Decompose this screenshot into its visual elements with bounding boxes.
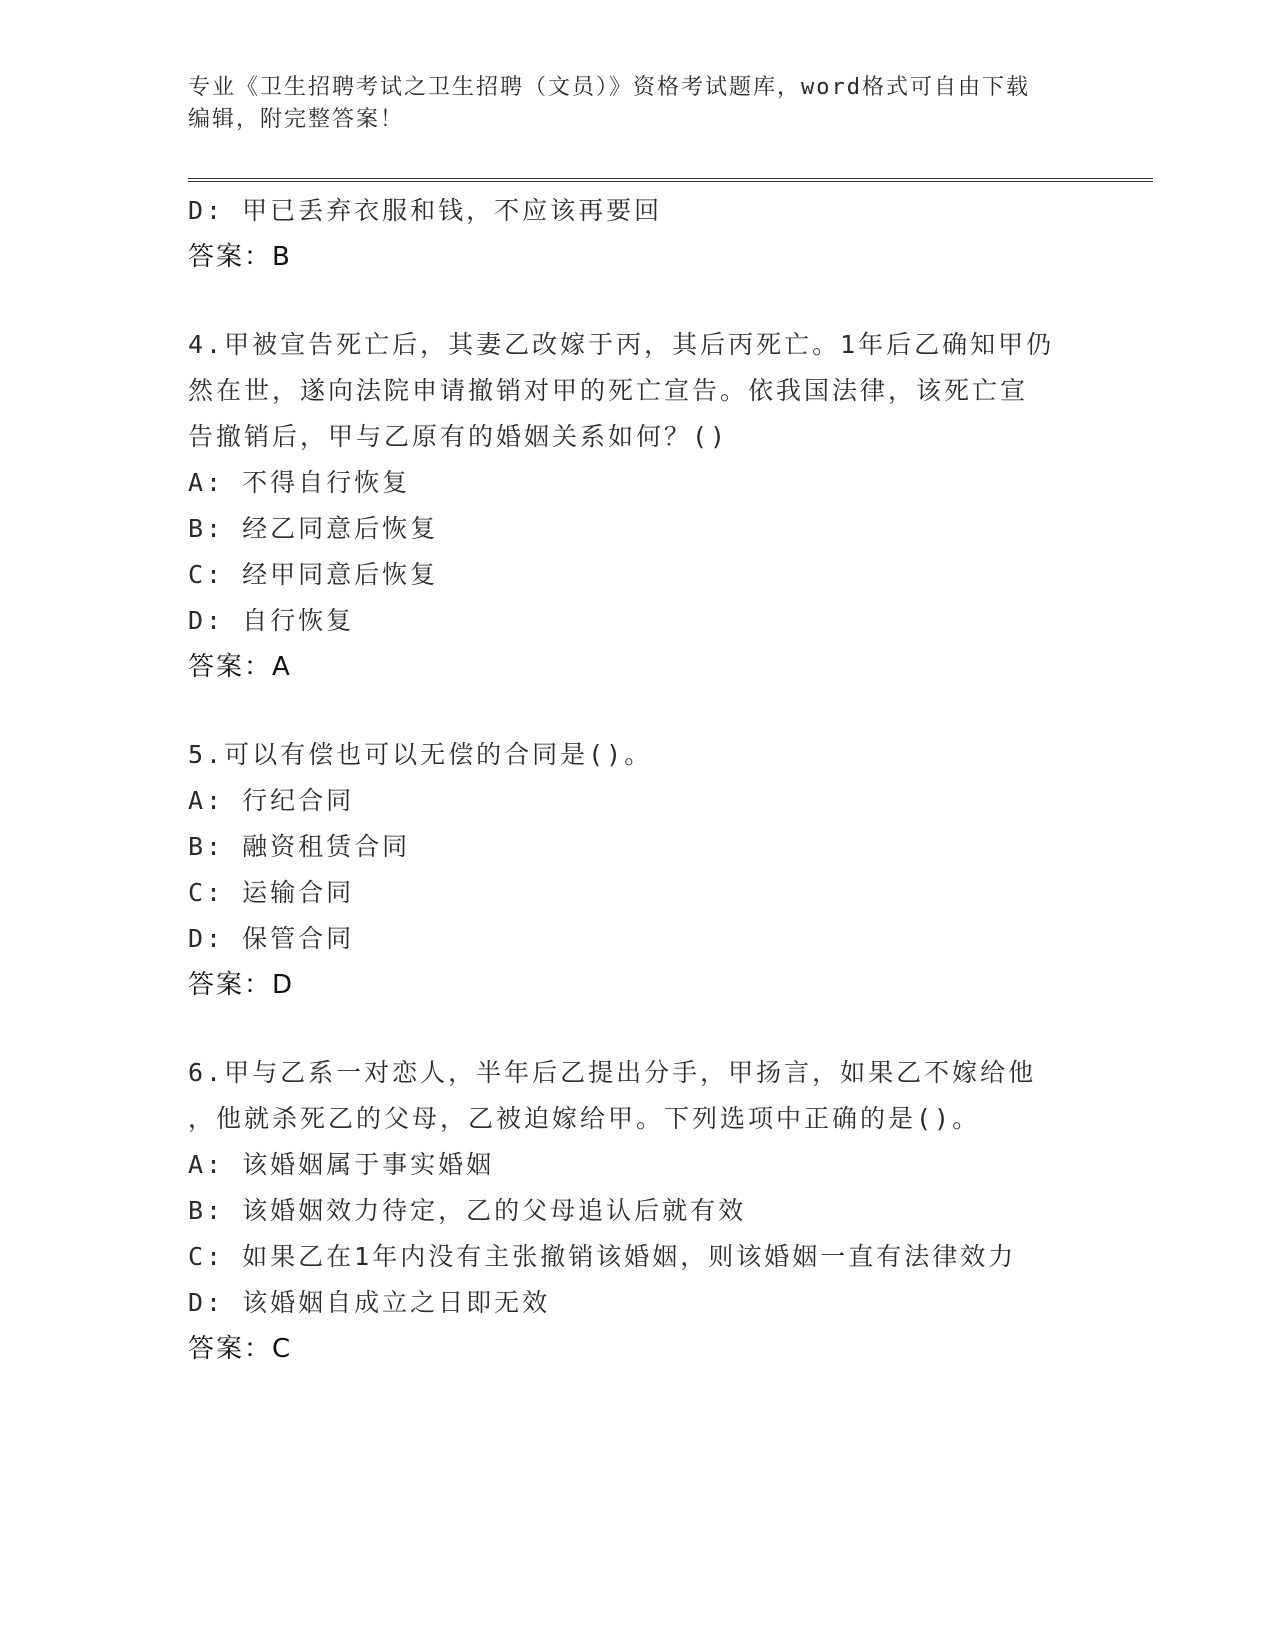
option-a: A: 该婚姻属于事实婚姻 (188, 1150, 495, 1179)
previous-question-tail (188, 188, 1088, 280)
answer-line: 答案：A (188, 652, 292, 682)
option-b: B: 经乙同意后恢复 (188, 514, 439, 543)
question-text-line: 告撤销后，甲与乙原有的婚姻关系如何？() (188, 422, 729, 451)
question-4 (188, 322, 1088, 690)
question-6 (188, 1050, 1088, 1372)
question-text-line: 6.甲与乙系一对恋人，半年后乙提出分手，甲扬言，如果乙不嫁给他 (188, 1058, 1037, 1087)
option-b: B: 融资租赁合同 (188, 832, 411, 861)
option-c: C: 经甲同意后恢复 (188, 560, 439, 589)
option-c: C: 运输合同 (188, 878, 355, 907)
question-text-line: 4.甲被宣告死亡后，其妻乙改嫁于丙，其后丙死亡。1年后乙确知甲仍 (188, 330, 1055, 359)
answer-line: 答案：B (188, 242, 292, 272)
question-text-line: ，他就杀死乙的父母，乙被迫嫁给甲。下列选项中正确的是()。 (188, 1104, 981, 1133)
option-c: C: 如果乙在1年内没有主张撤销该婚姻，则该婚姻一直有法律效力 (188, 1242, 1017, 1271)
header-line-2: 编辑，附完整答案！ (188, 107, 405, 132)
document-body (188, 188, 1088, 1372)
header-line-1: 专业《卫生招聘考试之卫生招聘（文员）》资格考试题库，word格式可自由下载 (188, 75, 1030, 100)
question-text-line: 然在世，遂向法院申请撤销对甲的死亡宣告。依我国法律，该死亡宣 (188, 376, 1029, 405)
option-d: D: 该婚姻自成立之日即无效 (188, 1288, 551, 1317)
option-d: D: 保管合同 (188, 924, 355, 953)
header-divider (188, 178, 1153, 182)
option-a: A: 不得自行恢复 (188, 468, 411, 497)
option-b: B: 该婚姻效力待定，乙的父母追认后就有效 (188, 1196, 747, 1225)
option-d: D: 甲已丢弃衣服和钱，不应该再要回 (188, 196, 663, 225)
question-5 (188, 732, 1088, 1008)
document-header (188, 72, 1088, 136)
answer-line: 答案：C (188, 1334, 293, 1364)
option-a: A: 行纪合同 (188, 786, 355, 815)
answer-line: 答案：D (188, 970, 295, 1000)
option-d: D: 自行恢复 (188, 606, 355, 635)
question-text-line: 5.可以有偿也可以无偿的合同是()。 (188, 740, 653, 769)
